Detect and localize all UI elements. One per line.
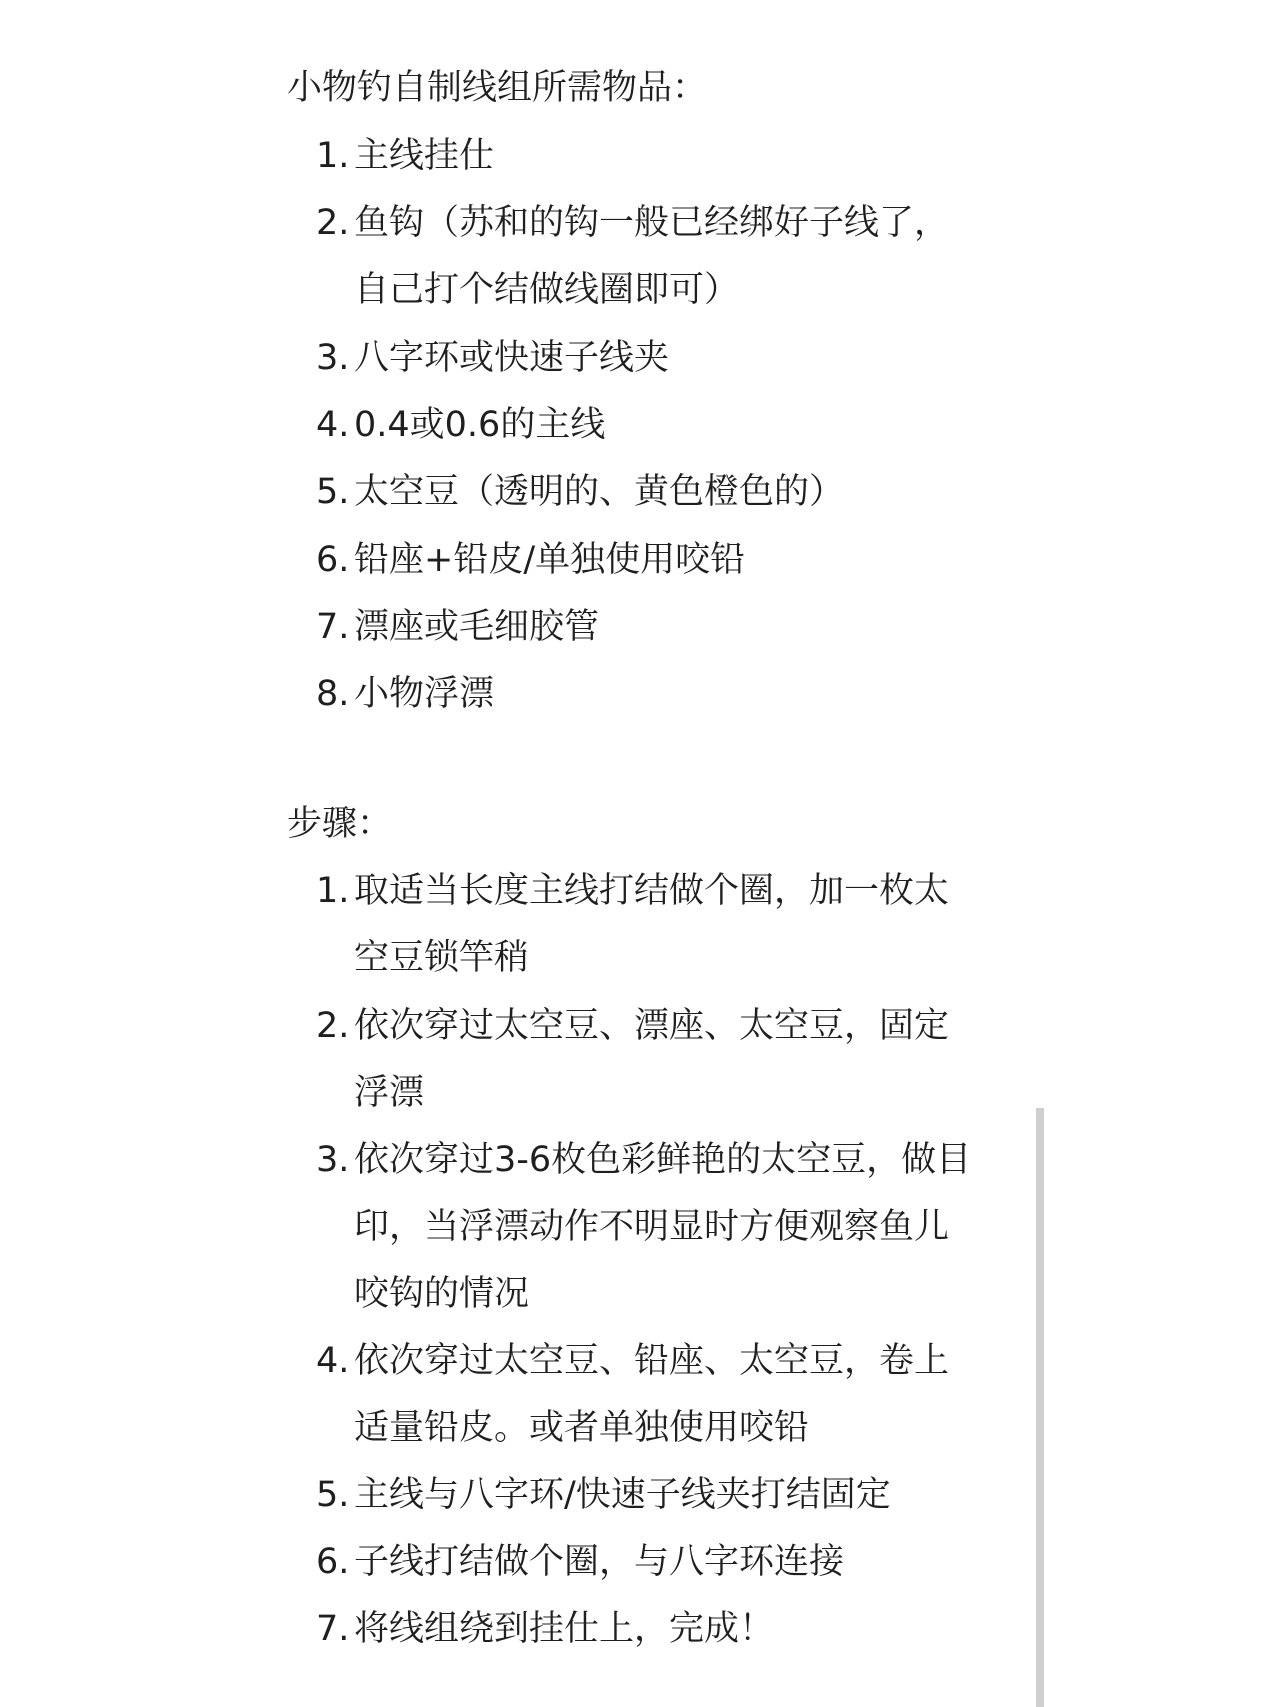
list-number: 3.: [316, 338, 350, 378]
list-text: 主线与八字环/快速子线夹打结固定: [354, 1475, 891, 1515]
list-text: 依次穿过3-6枚色彩鲜艳的太空豆，做目: [354, 1140, 972, 1180]
list-text: 依次穿过太空豆、漂座、太空豆，固定: [354, 1006, 950, 1046]
scrollbar[interactable]: [1036, 1108, 1044, 1707]
list-text: 铅座+铅皮/单独使用咬铅: [354, 540, 746, 580]
list-text: 漂座或毛细胶管: [354, 607, 600, 647]
list-text: 依次穿过太空豆、铅座、太空豆，卷上: [354, 1341, 950, 1381]
list-text: 小物浮漂: [354, 674, 495, 714]
step-item-5: [316, 1475, 891, 1515]
list-number: 7.: [316, 1609, 350, 1649]
material-item-2-continuation: 自己打个结做线圈即可）: [354, 270, 740, 310]
step-item-4: [316, 1341, 949, 1381]
list-number: 7.: [316, 607, 350, 647]
list-text: 太空豆（透明的、黄色橙色的）: [354, 472, 845, 512]
step-item-1: [316, 871, 949, 911]
material-item-4: [316, 405, 605, 445]
list-number: 6.: [316, 1542, 350, 1582]
list-number: 8.: [316, 674, 350, 714]
material-item-8: [316, 674, 494, 714]
step-item-3: [316, 1140, 971, 1180]
list-number: 4.: [316, 405, 350, 445]
step-item-2: [316, 1006, 949, 1046]
step-item-2-continuation: 浮漂: [354, 1073, 425, 1113]
list-number: 1.: [316, 871, 350, 911]
step-item-1-continuation: 空豆锁竿稍: [354, 938, 530, 978]
list-text: 子线打结做个圈，与八字环连接: [354, 1542, 845, 1582]
material-item-3: [316, 338, 669, 378]
material-item-2: [316, 203, 949, 243]
list-number: 6.: [316, 540, 350, 580]
list-number: 5.: [316, 1475, 350, 1515]
list-number: 2.: [316, 203, 350, 243]
steps-heading: 步骤：: [287, 804, 393, 844]
step-item-3-continuation-2: 咬钩的情况: [354, 1274, 530, 1314]
list-text: 主线挂仕: [354, 136, 495, 176]
list-text: 八字环或快速子线夹: [354, 338, 670, 378]
list-number: 4.: [316, 1341, 350, 1381]
step-item-4-continuation: 适量铅皮。或者单独使用咬铅: [354, 1408, 810, 1448]
material-item-1: [316, 136, 494, 176]
step-item-3-continuation: 印，当浮漂动作不明显时方便观察鱼儿: [354, 1207, 950, 1247]
list-number: 3.: [316, 1140, 350, 1180]
list-number: 2.: [316, 1006, 350, 1046]
material-item-7: [316, 607, 599, 647]
list-number: 5.: [316, 472, 350, 512]
material-item-6: [316, 540, 745, 580]
list-text: 鱼钩（苏和的钩一般已经绑好子线了，: [354, 203, 950, 243]
list-text: 取适当长度主线打结做个圈，加一枚太: [354, 871, 950, 911]
list-text: 将线组绕到挂仕上，完成！: [354, 1609, 775, 1649]
list-text: 0.4或0.6的主线: [354, 405, 606, 445]
materials-heading: 小物钓自制线组所需物品：: [287, 68, 708, 108]
list-number: 1.: [316, 136, 350, 176]
step-item-6: [316, 1542, 844, 1582]
material-item-5: [316, 472, 844, 512]
step-item-7: [316, 1609, 774, 1649]
